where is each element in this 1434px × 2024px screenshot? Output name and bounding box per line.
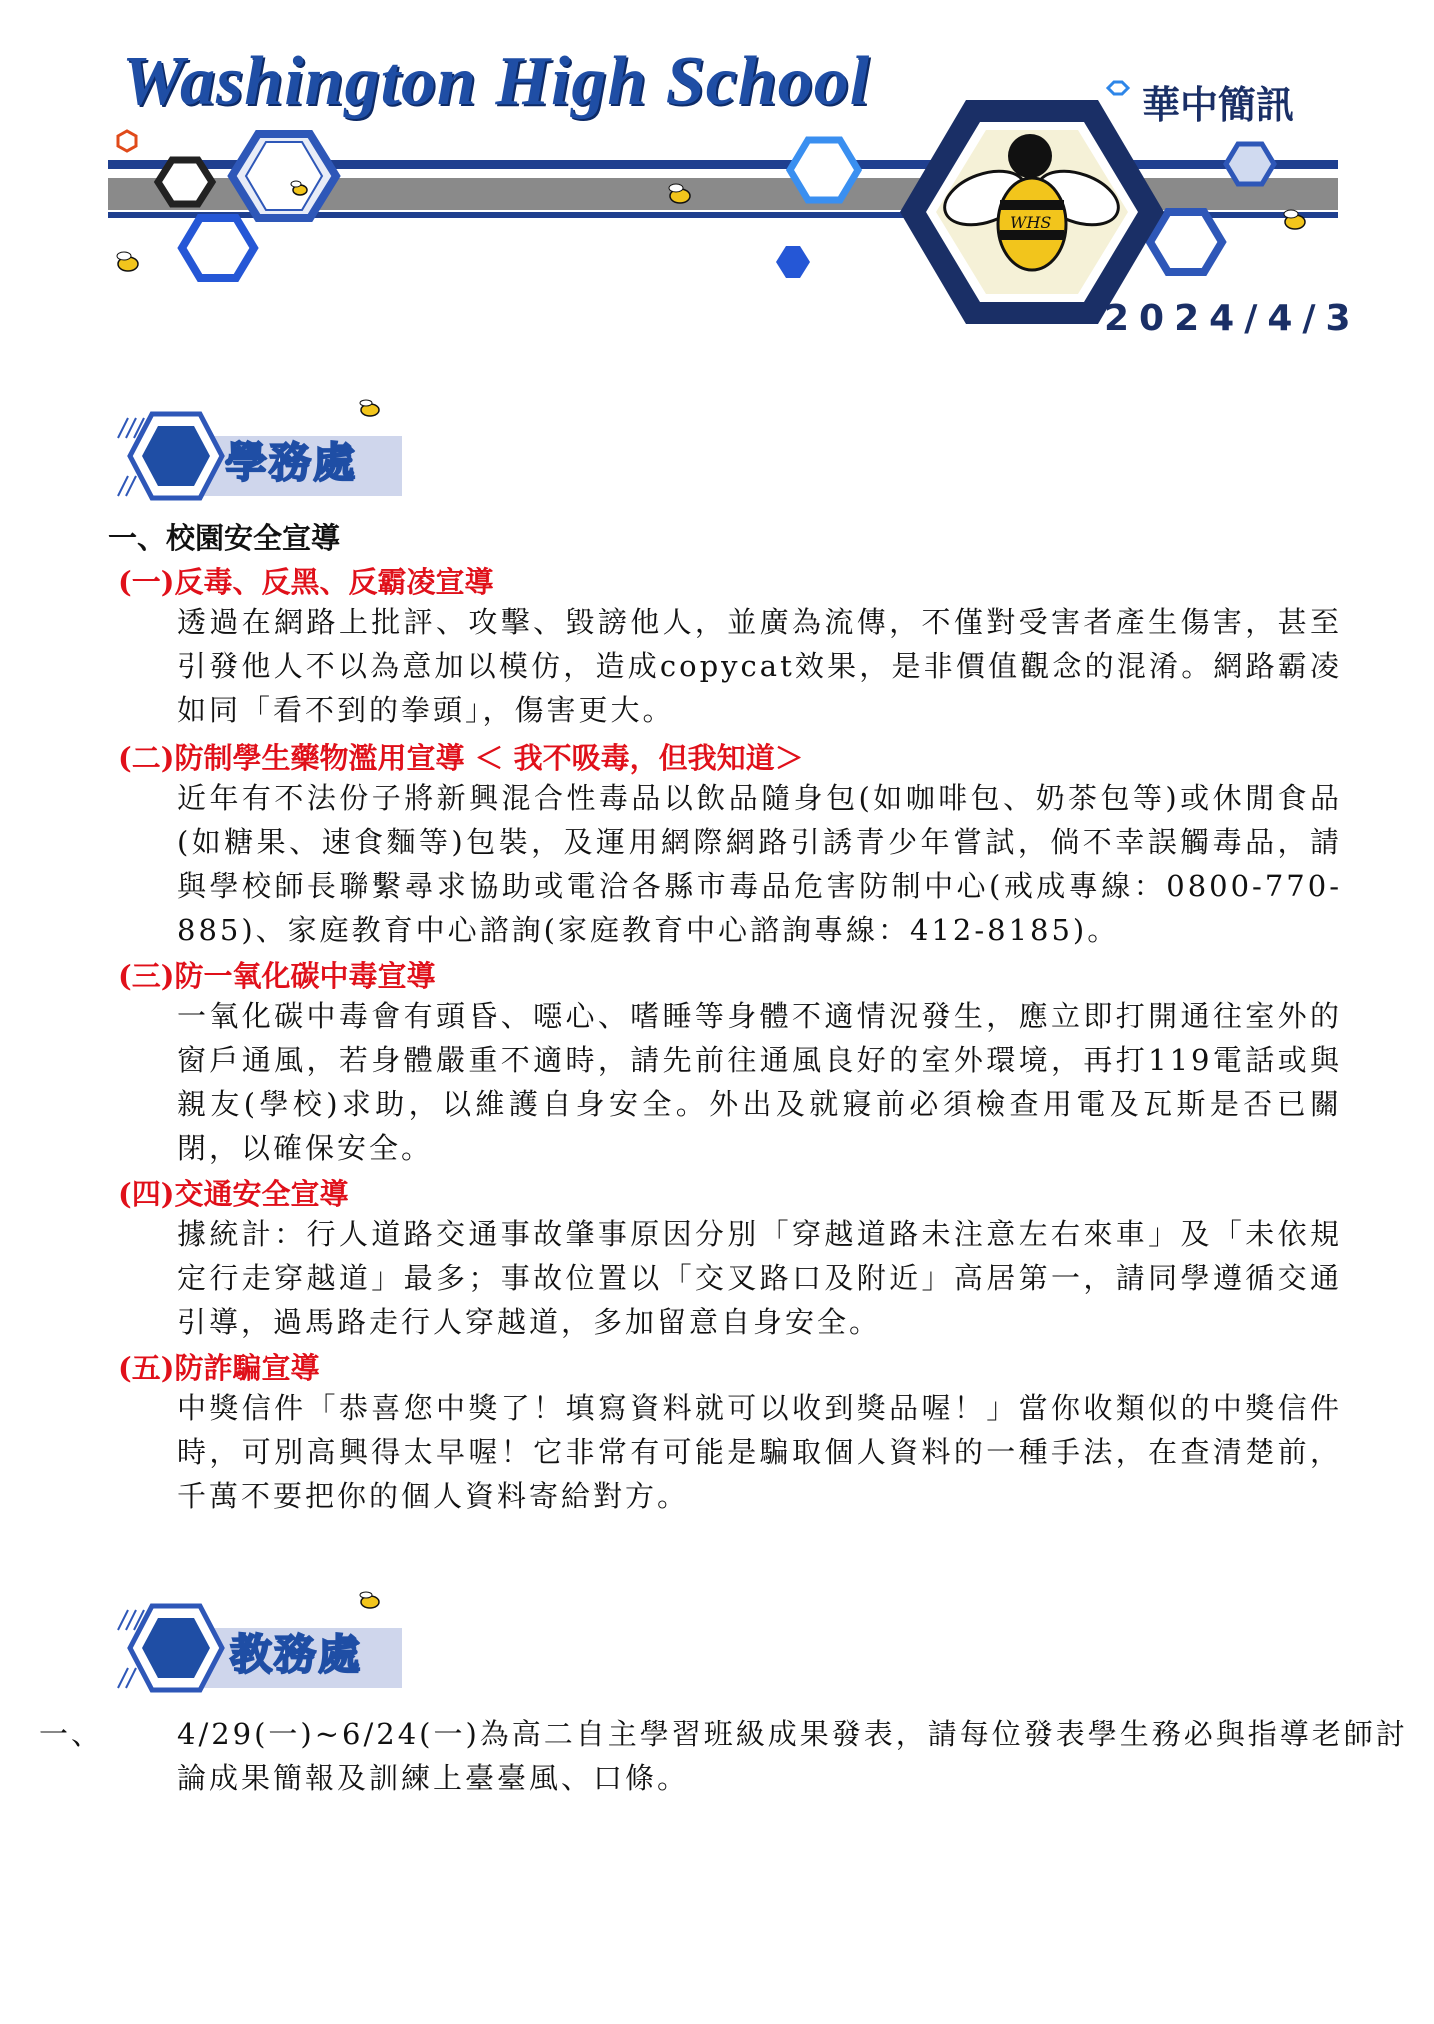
academic-item-1-number: 一、 xyxy=(39,1717,104,1751)
item-title-anti-drug-bullying: (一)反毒、反黑、反霸凌宣導 xyxy=(118,565,494,599)
academic-affairs-title: 教務處 xyxy=(230,1630,363,1679)
item-title-fraud-prevention: (五)防詐騙宣導 xyxy=(118,1351,320,1385)
newsletter-name: 華中簡訊 xyxy=(1142,83,1295,127)
item-body-traffic-safety: 據統計：行人道路交通事故肇事原因分別「穿越道路未注意左右來車」及「未依規定行走穿越道」最多；事故位置以「交叉路口及附近」高居第一，請同學遵循交通引導，過馬路走行人穿越道，多加留意自身安全。 xyxy=(177,1217,1342,1339)
logo-text: WHS xyxy=(1010,213,1052,232)
item-body-drug-abuse-prevention: 近年有不法份子將新興混合性毒品以飲品隨身包(如咖啡包、奶茶包等)或休閒食品 (如糖果、速食麵等)包裝，及運用網際網路引誘青少年嘗試，倘不幸誤觸毒品，請與學校師長聯繫尋求協助或電洽各縣市毒品危害防制中心(戒成專線：0800-770-885)、家庭教育中心諮詢(家庭教育中心諮詢專線：412-8185)。 xyxy=(177,781,1342,947)
academic-item-1 xyxy=(39,1712,1411,1800)
item-title-drug-abuse-prevention: (二)防制學生藥物濫用宣導 ＜ 我不吸毒，但我知道＞ xyxy=(118,741,804,775)
item-body-fraud-prevention: 中獎信件「恭喜您中獎了！填寫資料就可以收到獎品喔！」當你收類似的中獎信件時，可別高興得太早喔！它非常有可能是騙取個人資料的一種手法，在查清楚前，千萬不要把你的個人資料寄給對方。 xyxy=(177,1391,1342,1513)
item-title-traffic-safety: (四)交通安全宣導 xyxy=(118,1177,349,1211)
item-title-co-poisoning: (三)防一氧化碳中毒宣導 xyxy=(118,959,436,993)
academic-item-1-body: 4/29(一)~6/24(一)為高二自主學習班級成果發表，請每位發表學生務必與指導老師討論成果簡報及訓練上臺臺風、口條。 xyxy=(177,1717,1408,1795)
school-name: Washington High School xyxy=(122,43,871,120)
student-affairs-title: 學務處 xyxy=(225,438,358,487)
item-body-co-poisoning: 一氧化碳中毒會有頭昏、噁心、嗜睡等身體不適情況發生，應立即打開通往室外的窗戶通風，若身體嚴重不適時，請先前往通風良好的室外環境，再打119電話或與親友(學校)求助，以維護自身安全。外出及就寢前必須檢查用電及瓦斯是否已關閉，以確保安全。 xyxy=(177,999,1342,1165)
item-body-anti-drug-bullying: 透過在網路上批評、攻擊、毀謗他人，並廣為流傳，不僅對受害者產生傷害，甚至引發他人不以為意加以模仿，造成copycat效果，是非價值觀念的混淆。網路霸凌如同「看不到的拳頭」，傷害更大。 xyxy=(177,605,1342,727)
section-title: 一、校園安全宣導 xyxy=(108,521,341,555)
issue-date: 2024/4/3 xyxy=(1104,298,1361,339)
